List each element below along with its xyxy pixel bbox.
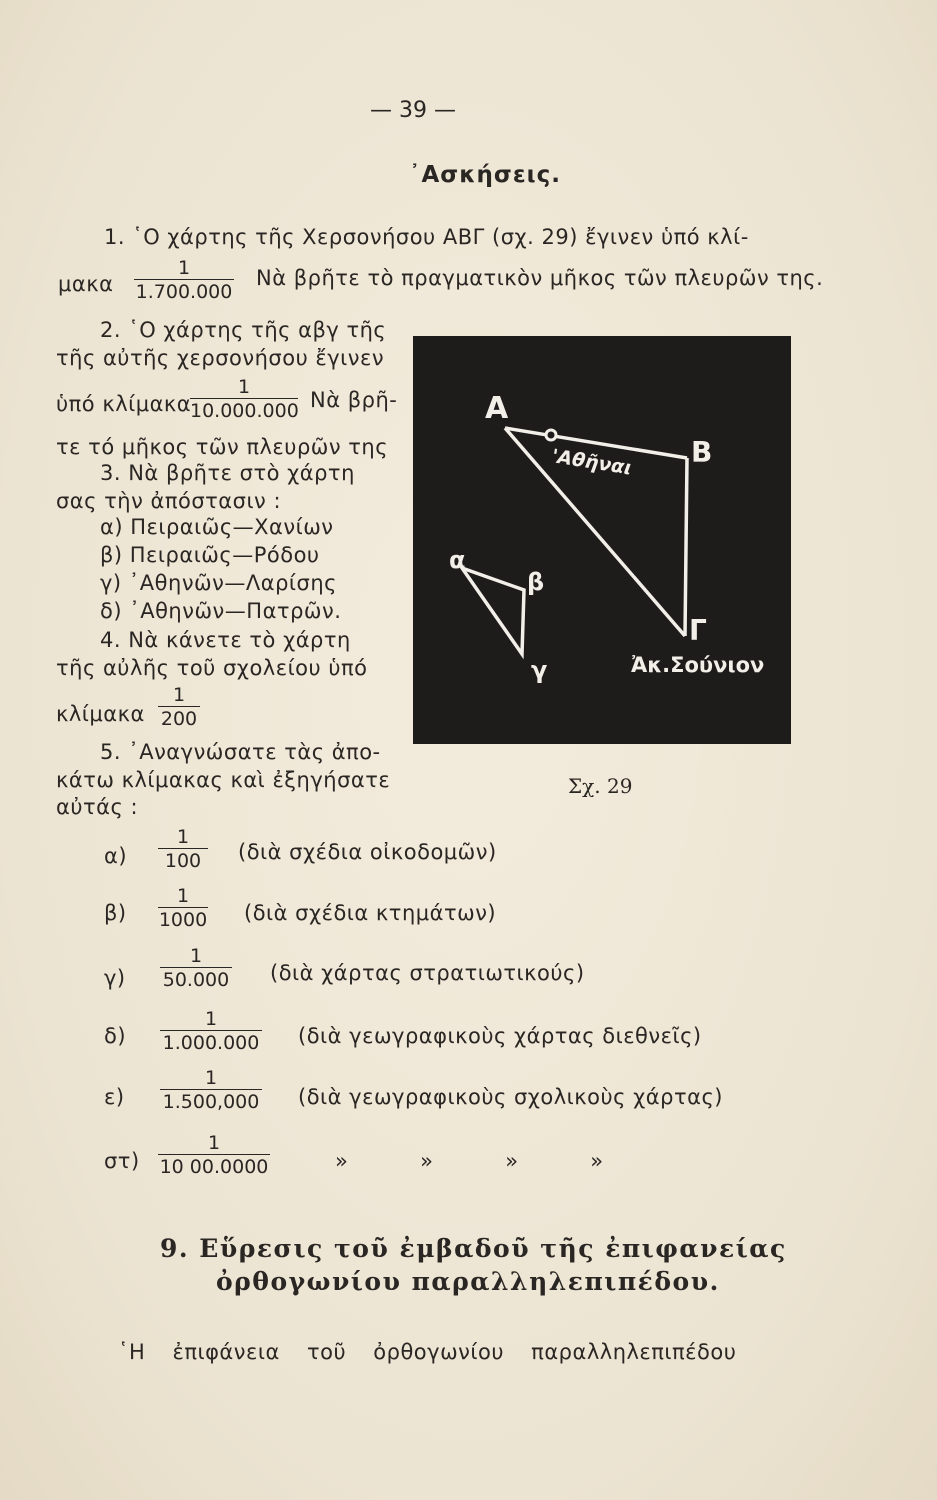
fraction-numerator: 1 — [189, 945, 203, 967]
vertex-a-label: Α — [485, 391, 509, 426]
vertex-g-label: Γ — [689, 614, 707, 647]
fraction-denominator: 200 — [158, 706, 200, 730]
scale-fraction — [160, 945, 232, 991]
ex3-line2: σας τὴν ἀπόστασιν : — [56, 489, 282, 513]
scale-label: στ) — [104, 1149, 140, 1173]
ex3-item: δ) ᾿Αθηνῶν—Πατρῶν. — [100, 599, 342, 623]
ex2-line3-suffix: Νὰ βρῆ- — [310, 388, 398, 412]
ex1-scale-fraction — [134, 257, 234, 303]
fraction-denominator: 1.700.000 — [135, 281, 233, 303]
page-number: — 39 — — [370, 98, 456, 123]
fraction-numerator: 1 — [176, 885, 190, 907]
ex5-line1: 5. ᾿Αναγνώσατε τὰς ἀπο- — [100, 740, 381, 764]
fraction-denominator: 10 00.0000 — [159, 1156, 269, 1178]
fraction-numerator: 1 — [177, 257, 191, 279]
ex3-item: α) Πειραιῶς—Χανίων — [100, 515, 334, 539]
ex4-line3-prefix: κλίμακα — [56, 702, 145, 726]
scale-fraction — [158, 885, 208, 931]
ex2-line4: τε τό μῆκος τῶν πλευρῶν της — [56, 435, 389, 459]
scale-description: (διὰ χάρτας στρατιωτικούς) — [270, 961, 585, 985]
fraction-denominator: 1000 — [158, 909, 208, 931]
fraction-denominator: 100 — [158, 848, 208, 872]
ex4-line1: 4. Νὰ κάνετε τὸ χάρτη — [100, 628, 351, 652]
scale-label: ε) — [104, 1085, 125, 1109]
ex4-line2: τῆς αὐλῆς τοῦ σχολείου ὑπό — [56, 656, 368, 680]
scale-label: γ) — [104, 966, 126, 990]
ex2-line1: 2. ῾Ο χάρτης τῆς αβγ τῆς — [100, 318, 387, 342]
athens-label: 'Αθῆναι — [550, 445, 634, 480]
sounion-label: Ἀκ.Σούνιον — [631, 653, 765, 677]
scale-label: β) — [104, 901, 127, 925]
fraction-denominator: 10.000.000 — [190, 400, 299, 422]
fraction-numerator: 1 — [176, 826, 190, 848]
ex3-item: γ) ᾿Αθηνῶν—Λαρίσης — [100, 571, 337, 595]
scale-fraction — [158, 1132, 270, 1178]
scale-label: δ) — [104, 1024, 127, 1048]
body-text-line: ῾Η ἐπιφάνεια τοῦ ὀρθογωνίου παραλληλεπιπέδου — [118, 1340, 737, 1364]
fraction-denominator: 1.500,000 — [160, 1089, 262, 1113]
ex1-prefix: μακα — [58, 272, 114, 296]
fraction-denominator: 1.000.000 — [160, 1030, 262, 1054]
scale-description: (διὰ σχέδια οἰκοδομῶν) — [238, 840, 497, 864]
vertex-b-label: Β — [691, 436, 713, 469]
section-9-title-line2: ὀρθογωνίου παραλληλεπιπέδου. — [216, 1267, 720, 1296]
athens-marker — [546, 430, 556, 440]
fraction-numerator: 1 — [207, 1132, 221, 1154]
ex1-line1: 1. ῾Ο χάρτης τῆς Χερσονήσου ΑΒΓ (σχ. 29) ἔγινεν ὑπό κλί- — [104, 225, 749, 249]
vertex-beta-label: β — [527, 568, 545, 596]
ex2-line2: τῆς αὐτῆς χερσονήσου ἔγινεν — [56, 346, 385, 370]
vertex-alpha-label: α — [449, 546, 466, 574]
ex4-scale-fraction — [158, 684, 200, 730]
fraction-denominator: 50.000 — [160, 967, 232, 991]
small-triangle-abg — [462, 568, 524, 654]
map-diagram — [413, 336, 791, 744]
fraction-numerator: 1 — [204, 1008, 218, 1030]
scale-fraction — [160, 1008, 262, 1054]
ditto-marks: » » » » — [335, 1149, 604, 1173]
fraction-numerator: 1 — [204, 1067, 218, 1089]
ex1-suffix: Νὰ βρῆτε τὸ πραγματικὸν μῆκος τῶν πλευρῶν της. — [256, 266, 824, 290]
ex3-item: β) Πειραιῶς—Ρόδου — [100, 543, 320, 567]
ex5-line2: κάτω κλίμακας καὶ ἐξηγήσατε — [56, 768, 391, 792]
scale-fraction — [158, 826, 208, 872]
ex5-line3: αὐτάς : — [56, 795, 139, 819]
scale-description: (διὰ γεωγραφικοὺς χάρτας διεθνεῖς) — [298, 1024, 702, 1048]
vertex-gamma-label: γ — [531, 656, 548, 684]
figure-29-map — [413, 336, 791, 744]
ex3-line1: 3. Νὰ βρῆτε στὸ χάρτη — [100, 461, 355, 485]
scale-fraction — [160, 1067, 262, 1113]
fraction-numerator: 1 — [172, 684, 186, 706]
figure-caption: Σχ. 29 — [568, 774, 633, 798]
side-bg-line — [685, 458, 687, 636]
ex2-line3-prefix: ὑπό κλίμακα — [56, 392, 192, 416]
section-9-title-line1: 9. Εὕρεσις τοῦ ἐμβαδοῦ τῆς ἐπιφανείας — [160, 1234, 787, 1263]
scale-label: α) — [104, 844, 128, 868]
fraction-numerator: 1 — [237, 376, 251, 398]
scale-description: (διὰ σχέδια κτημάτων) — [244, 901, 497, 925]
scale-description: (διὰ γεωγραφικοὺς σχολικοὺς χάρτας) — [298, 1085, 723, 1109]
ex2-scale-fraction — [190, 376, 298, 422]
exercises-heading: ᾿Ασκήσεις. — [409, 162, 561, 188]
